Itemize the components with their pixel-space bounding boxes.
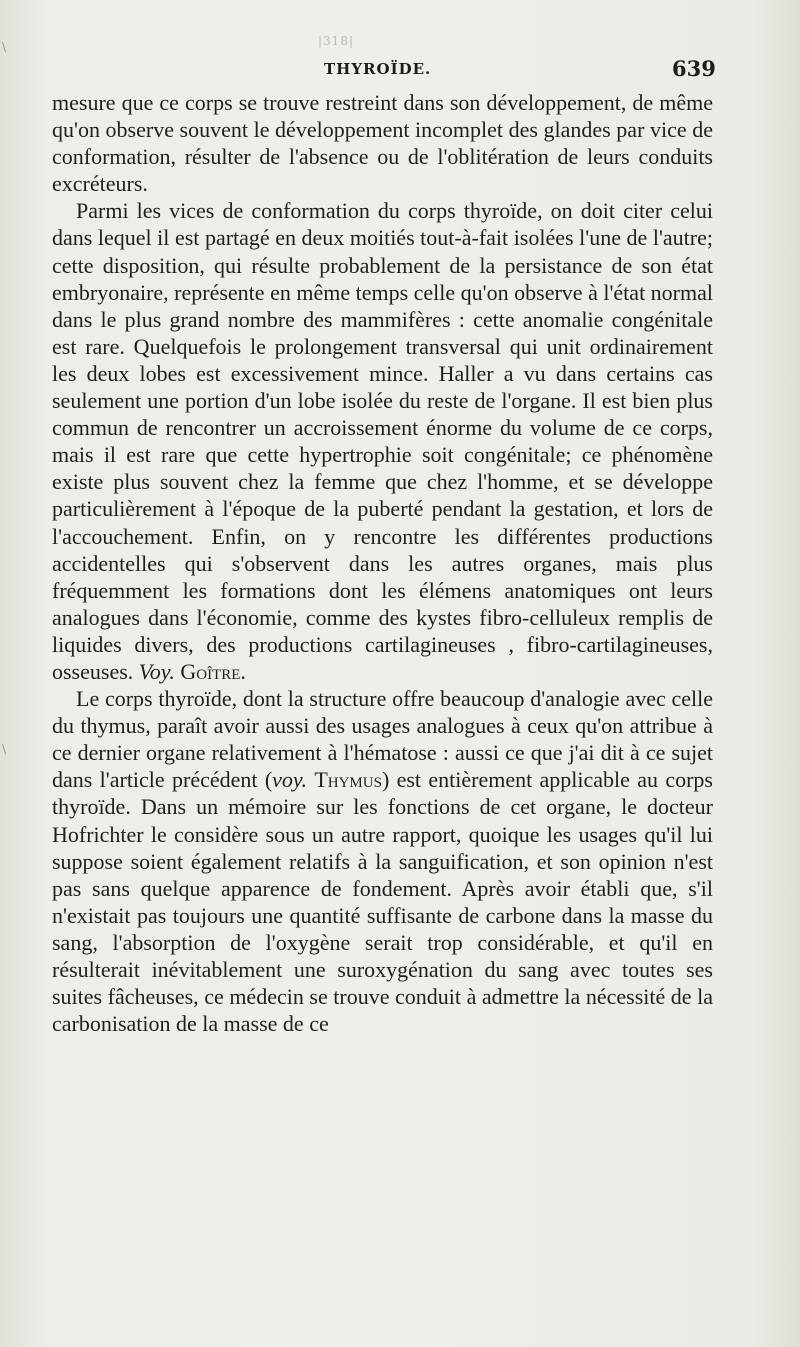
cross-reference-goitre: Goître xyxy=(180,658,241,684)
bleed-through-text: |318| xyxy=(318,34,354,48)
paragraph-functions xyxy=(52,685,713,1037)
cross-reference-voy: voy. xyxy=(272,767,307,793)
page-number: 639 xyxy=(672,56,716,81)
running-head xyxy=(0,56,800,86)
paragraph-text: Parmi les vices de conformation du corps thyroïde, on doit citer celui dans lequel il est partagé en deux moitiés tout-à-fait isolées l'une de l'autre; cette disposition, qui résulte probablement de la persistance de son état embryonaire, représente en même temps celle qu'on observe à l'état normal dans le plus grand nombre des mammifères : cette anomalie congénitale est rare. Quelquefois le prolongement transversal qui unit ordinairement les deux lobes est excessivement mince. Haller a vu dans certains cas seulement une portion d'un lobe isolée du reste de l'organe. Il est bien plus commun de rencontrer un accroissement énorme du volume de ce corps, mais il est rare que cette hypertrophie soit congénitale; ce phénomène existe plus souvent chez la femme que chez l'homme, et se développe particulièrement à l'époque de la puberté pendant la gestation, et lors de l'accouchement. Enfin, on y rencontre les différentes productions accidentelles qui s'observent dans les autres organes, mais plus fréquemment les formations dont les élémens anatomiques ont leurs analogues dans l'économie, comme des kystes fibro-celluleux remplis de liquides divers, des productions cartilagineuses , fibro-cartilagineuses, osseuses. xyxy=(52,198,713,684)
body-text xyxy=(52,89,713,1037)
paragraph-text: ) est entièrement applicable au corps thyroïde. Dans un mémoire sur les fonctions de cet organe, le docteur Hofrichter le considère sous un autre rapport, quoique les usages qu'il lui suppose soient également relatifs à la sanguification, et son opinion n'est pas sans quelque apparence de fondement. Après avoir établi que, s'il n'existait pas toujours une quantité suffisante de carbone dans la masse du sang, l'absorption de l'oxygène serait trop considérable, et qu'il en résulterait inévitablement une suroxygénation du sang avec toutes ses suites fâcheuses, ce médecin se trouve conduit à admettre la nécessité de la carbonisation de la masse de ce xyxy=(52,767,713,1037)
cross-reference-thymus: Thymus xyxy=(314,767,382,793)
edge-mark: \ xyxy=(2,742,7,756)
running-title: THYROÏDE. xyxy=(324,60,432,78)
paragraph-continuation: mesure que ce corps se trouve restreint dans son développement, de même qu'on observe souvent le développement incomplet des glandes par vice de conformation, résulter de l'absence ou de l'oblitération de leurs conduits excréteurs. xyxy=(52,90,713,197)
paragraph-end: . xyxy=(240,658,246,684)
paragraph-malformations xyxy=(52,197,713,685)
cross-reference-voy: Voy. xyxy=(138,658,175,684)
paragraph-text: Le corps thyroïde, dont la structure offre beaucoup d'analogie avec celle du thymus, paraît avoir aussi des usages analogues à ceux qu'on attribue à ce dernier organe relativement à l'hématose : aussi ce que j'ai dit à ce sujet dans l'article précédent ( xyxy=(52,686,713,793)
edge-mark: \ xyxy=(2,40,7,54)
